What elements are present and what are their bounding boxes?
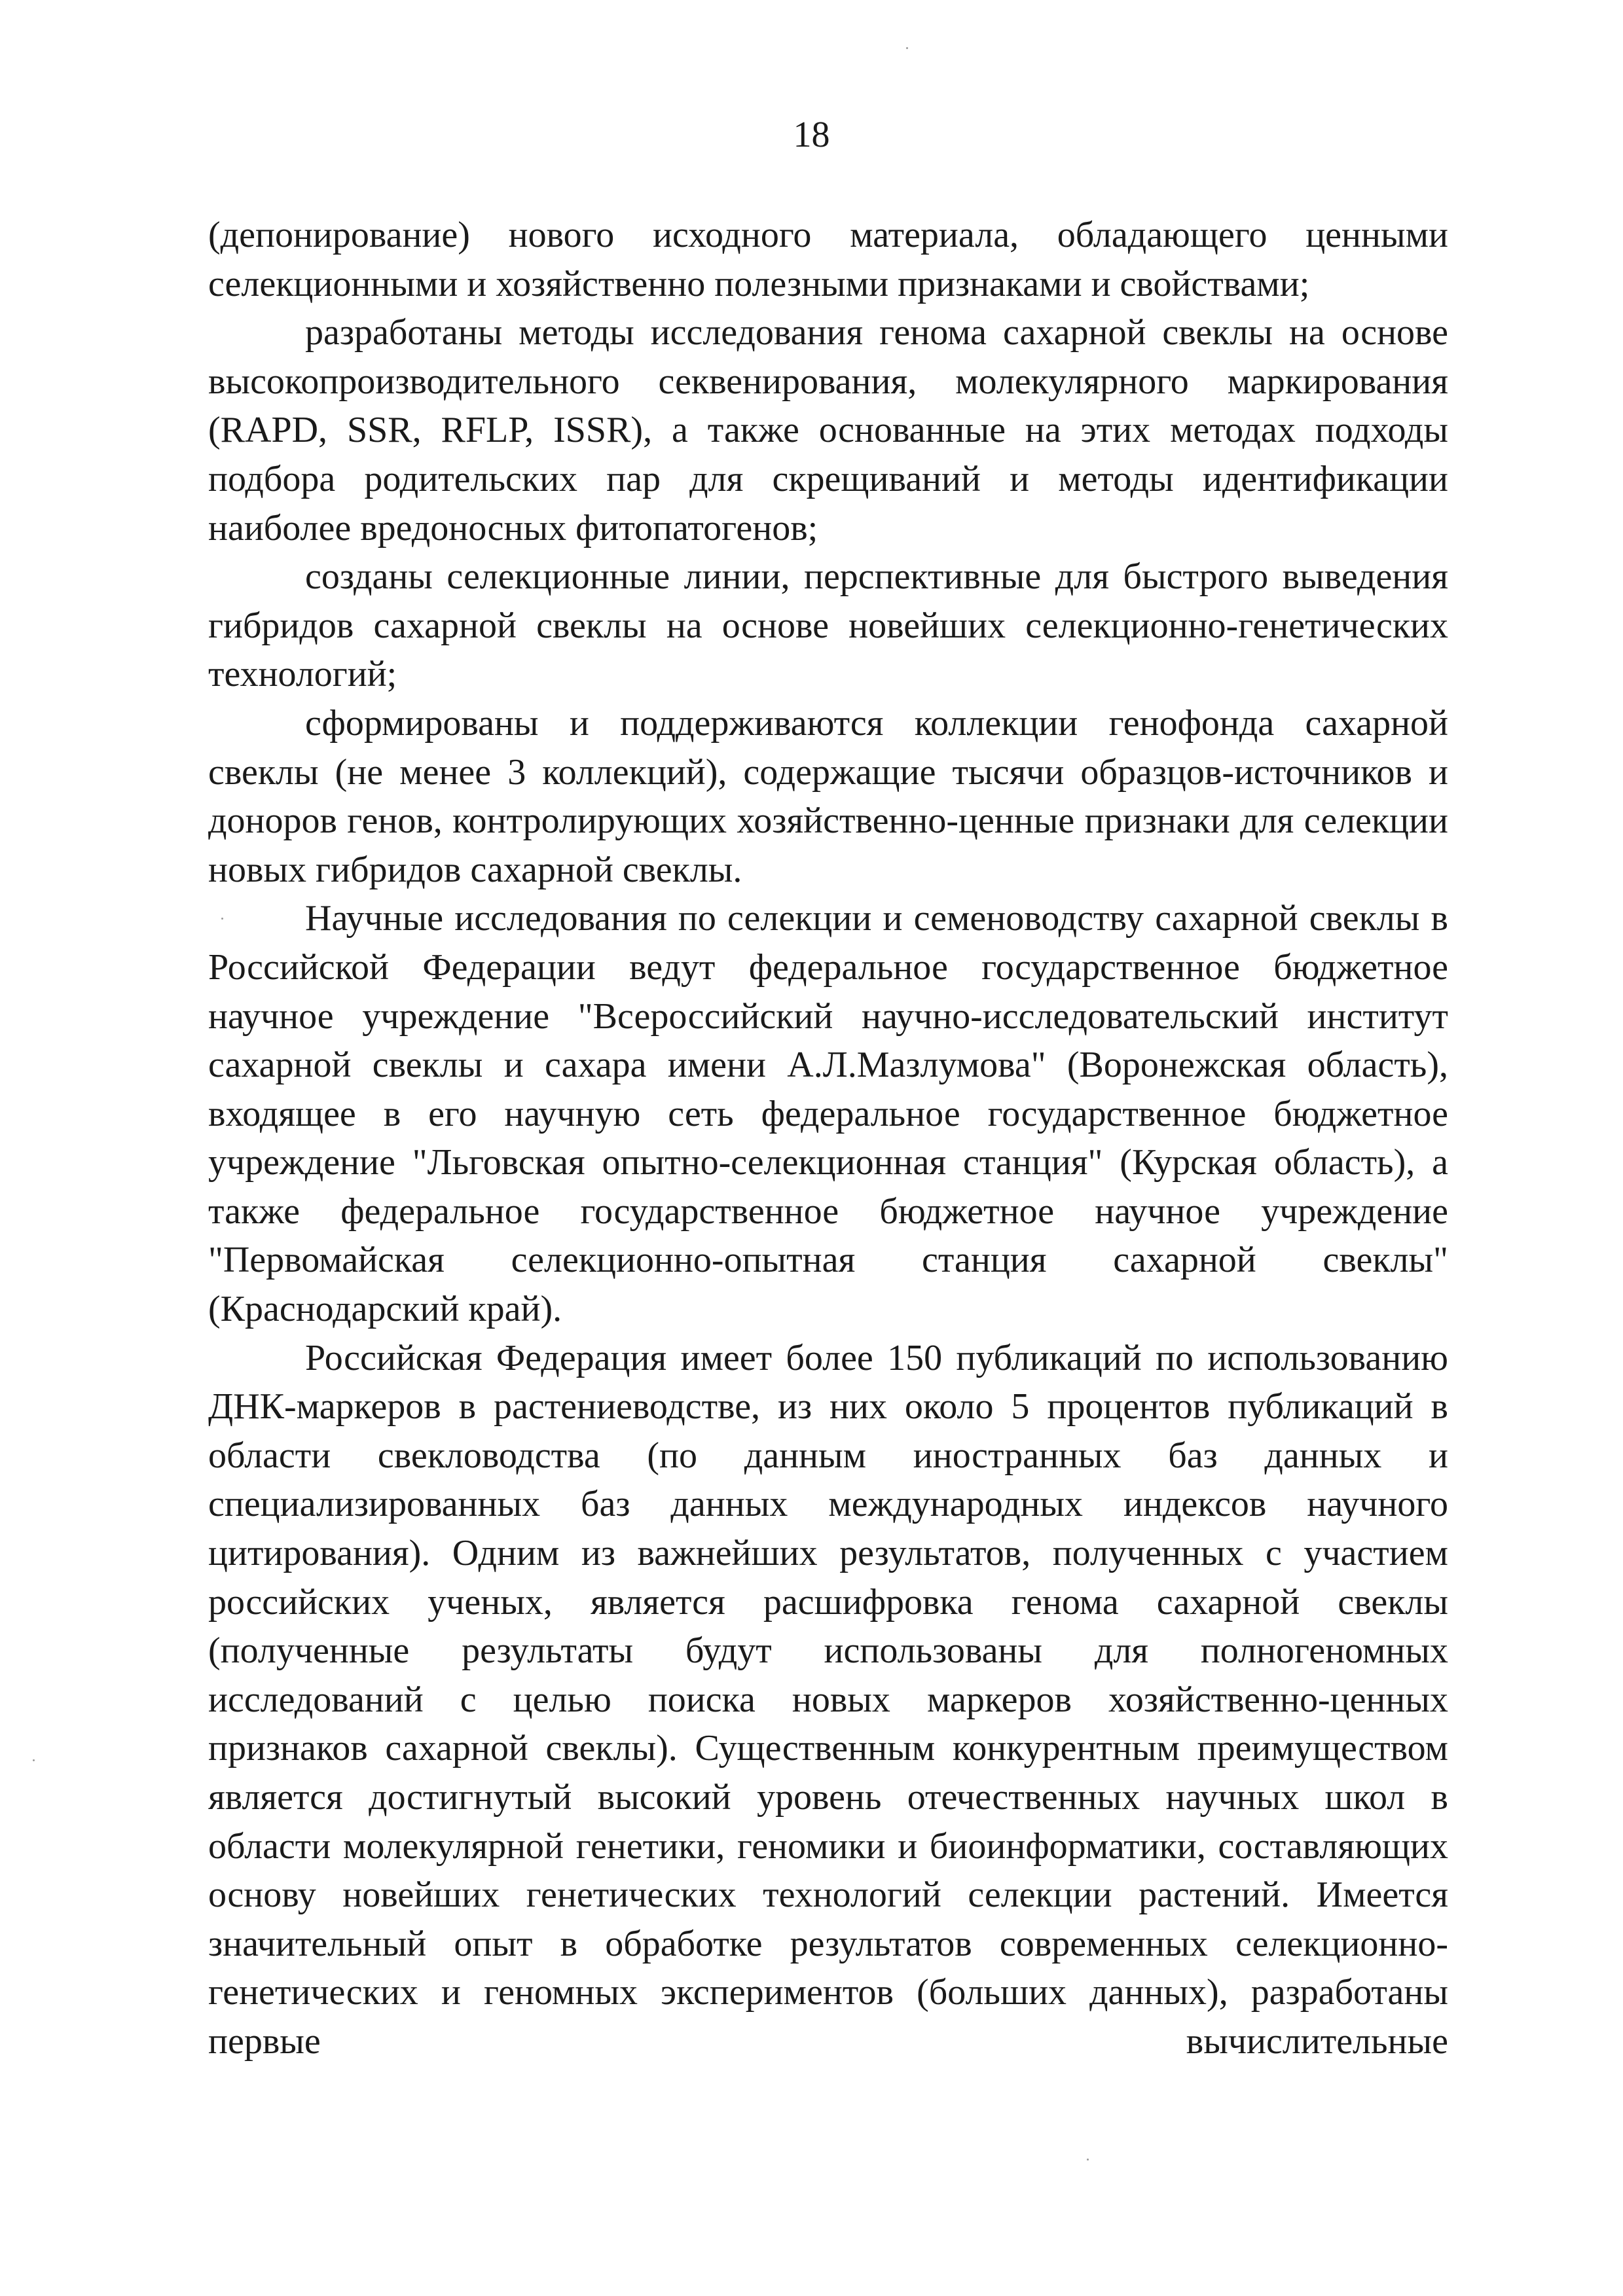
paragraph-gene-pool-collections: сформированы и поддерживаются коллекции генофонда сахарной свеклы (не менее 3 коллекций), содержащие тысячи образцов-источников и доноров генов, контролирующих хозяйственно-ценные признаки для селекции новых гибридов сахарной свеклы. [208, 702, 1448, 890]
paragraph-depositing-continuation: (депонирование) нового исходного материала, обладающего ценными селекционными и хозяйственно полезными признаками и свойствами; [208, 215, 1448, 304]
paragraph-genome-methods: разработаны методы исследования генома сахарной свеклы на основе высокопроизводительного секвенирования, молекулярного маркирования (RAPD, SSR, RFLP, ISSR), а также основанные на этих методах подходы подбора родительских пар для скрещиваний и методы идентификации наиболее вредоносных фитопатогенов; [208, 312, 1448, 548]
paragraph-research-institutions: Научные исследования по селекции и семеноводству сахарной свеклы в Российской Федерации ведут федеральное государственное бюджетное научное учреждение "Всероссийский научно-исследовательский институт сахарной свеклы и сахара имени А.Л.Мазлумова" (Воронежская область), входящее в его научную сеть федеральное государственное бюджетное учреждение "Льговская опытно-селекционная станция" (Курская область), а также федеральное государственное бюджетное научное учреждение "Первомайская селекционно-опытная станция сахарной свеклы" (Краснодарский край). [208, 898, 1448, 1330]
page-number: 18 [793, 115, 830, 155]
scan-speck [221, 918, 223, 920]
scan-speck [906, 47, 908, 49]
paragraph-dna-markers-publications: Российская Федерация имеет более 150 публикаций по использованию ДНК-маркеров в растениеводстве, из них около 5 процентов публикаций в области свекловодства (по данным иностранных баз данных и специализированных баз данных международных индексов научного цитирования). Одним из важнейших результатов, полученных с участием российских ученых, является расшифровка генома сахарной свеклы (полученные результаты будут использованы для полногеномных исследований с целью поиска новых маркеров хозяйственно-ценных признаков сахарной свеклы). Существенным конкурентным преимуществом является достигнутый высокий уровень отечественных научных школ в области молекулярной генетики, геномики и биоинформатики, составляющих основу новейших генетических технологий селекции растений. Имеется значительный опыт в обработке результатов современных селекционно-генетических и геномных экспериментов (больших данных), разработаны первые вычислительные [208, 1337, 1448, 2062]
scan-speck [33, 1759, 35, 1761]
scan-speck [1087, 2159, 1089, 2161]
body-text [208, 211, 1448, 2066]
paragraph-breeding-lines: созданы селекционные линии, перспективные для быстрого выведения гибридов сахарной свеклы на основе новейших селекционно-генетических технологий; [208, 556, 1448, 695]
